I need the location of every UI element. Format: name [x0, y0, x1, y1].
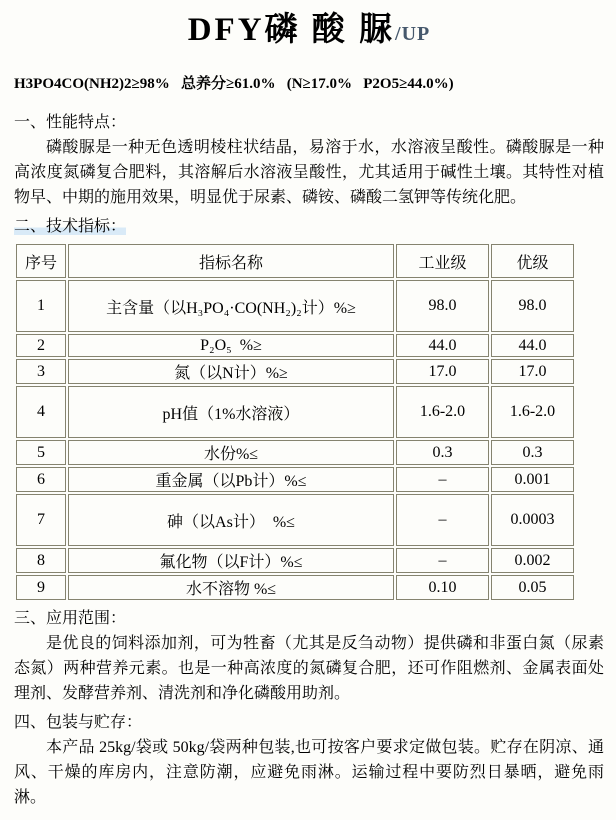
section-heading-packaging: 四、包装与贮存： — [14, 714, 143, 731]
cell-premium-grade: 17.0 — [491, 359, 574, 384]
cell-row-number: 2 — [16, 334, 66, 357]
cell-premium-grade: 98.0 — [491, 280, 574, 332]
cell-industrial-grade: – — [396, 548, 489, 573]
technical-specs-table — [14, 242, 576, 602]
cell-row-number: 3 — [16, 359, 66, 384]
cell-indicator-name: pH值（1%水溶液） — [68, 386, 394, 438]
cell-indicator-name: 氮（以N计）%≥ — [68, 359, 394, 384]
cell-industrial-grade: 17.0 — [396, 359, 489, 384]
cell-row-number: 8 — [16, 548, 66, 573]
table-row — [16, 440, 574, 465]
cell-row-number: 6 — [16, 467, 66, 492]
cell-premium-grade: 0.3 — [491, 440, 574, 465]
cell-industrial-grade: 98.0 — [396, 280, 489, 332]
table-row — [16, 386, 574, 438]
packaging-paragraph: 本产品 25kg/袋或 50kg/袋两种包装,也可按客户要求定做包装。贮存在阴凉、通风、干燥的库房内，注意防潮，应避免雨淋。运输过程中要防烈日暴晒，避免雨淋。 — [14, 739, 604, 806]
cell-indicator-name: 水不溶物 %≤ — [68, 575, 394, 600]
cell-row-number: 5 — [16, 440, 66, 465]
cell-indicator-name: 水份%≤ — [68, 440, 394, 465]
col-header-industrial-grade: 工业级 — [396, 244, 489, 278]
cell-row-number: 7 — [16, 494, 66, 546]
cell-row-number: 1 — [16, 280, 66, 332]
cell-premium-grade: 44.0 — [491, 334, 574, 357]
table-row — [16, 575, 574, 600]
cell-industrial-grade: 44.0 — [396, 334, 489, 357]
section-heading-performance: 一、性能特点： — [14, 114, 127, 131]
table-row — [16, 467, 574, 492]
product-spec-line: H3PO4CO(NH2)2≥98% 总养分≥61.0% (N≥17.0% P2O5≥44.0%) — [14, 76, 454, 92]
cell-indicator-name: P₂O₅ %≥ — [68, 334, 394, 357]
cell-indicator-name: 主含量（以H₃PO₄·CO(NH₂)₂计）%≥ — [68, 280, 394, 332]
page-title-suffix: /UP — [395, 23, 431, 45]
table-row — [16, 334, 574, 357]
cell-premium-grade: 0.001 — [491, 467, 574, 492]
application-paragraph: 是优良的饲料添加剂，可为牲畜（尤其是反刍动物）提供磷和非蛋白氮（尿素态氮）两种营养元素。也是一种高浓度的氮磷复合肥，还可作阻燃剂、金属表面处理剂、发酵营养剂、清洗剂和净化磷酸用助剂。 — [14, 635, 604, 702]
cell-premium-grade: 1.6-2.0 — [491, 386, 574, 438]
cell-industrial-grade: 0.3 — [396, 440, 489, 465]
col-header-premium-grade: 优级 — [491, 244, 574, 278]
cell-industrial-grade: – — [396, 467, 489, 492]
cell-row-number: 9 — [16, 575, 66, 600]
page-title-main: DFY磷 酸 脲 — [187, 12, 396, 48]
cell-industrial-grade: 0.10 — [396, 575, 489, 600]
table-header-row — [16, 244, 574, 278]
cell-row-number: 4 — [16, 386, 66, 438]
cell-indicator-name: 砷（以As计） %≤ — [68, 494, 394, 546]
section-heading-application: 三、应用范围： — [14, 610, 127, 627]
table-row — [16, 548, 574, 573]
section-heading-specs-label: 二、技术指标： — [14, 218, 127, 235]
cell-industrial-grade: – — [396, 494, 489, 546]
table-row — [16, 280, 574, 332]
cell-indicator-name: 重金属（以Pb计）%≤ — [68, 467, 394, 492]
cell-indicator-name: 氟化物（以F计）%≤ — [68, 548, 394, 573]
col-header-serial: 序号 — [16, 244, 66, 278]
page-title — [14, 8, 604, 56]
cell-premium-grade: 0.05 — [491, 575, 574, 600]
cell-premium-grade: 0.002 — [491, 548, 574, 573]
col-header-indicator-name: 指标名称 — [68, 244, 394, 278]
performance-paragraph: 磷酸脲是一种无色透明棱柱状结晶，易溶于水，水溶液呈酸性。磷酸脲是一种高浓度氮磷复合肥料，其溶解后水溶液呈酸性，尤其适用于碱性土壤。其特性对植物早、中期的施用效果，明显优于尿素、磷铵、磷酸二氢钾等传统化肥。 — [14, 139, 604, 206]
cell-premium-grade: 0.0003 — [491, 494, 574, 546]
section-heading-specs — [14, 214, 604, 239]
table-row — [16, 359, 574, 384]
table-row — [16, 494, 574, 546]
cell-industrial-grade: 1.6-2.0 — [396, 386, 489, 438]
